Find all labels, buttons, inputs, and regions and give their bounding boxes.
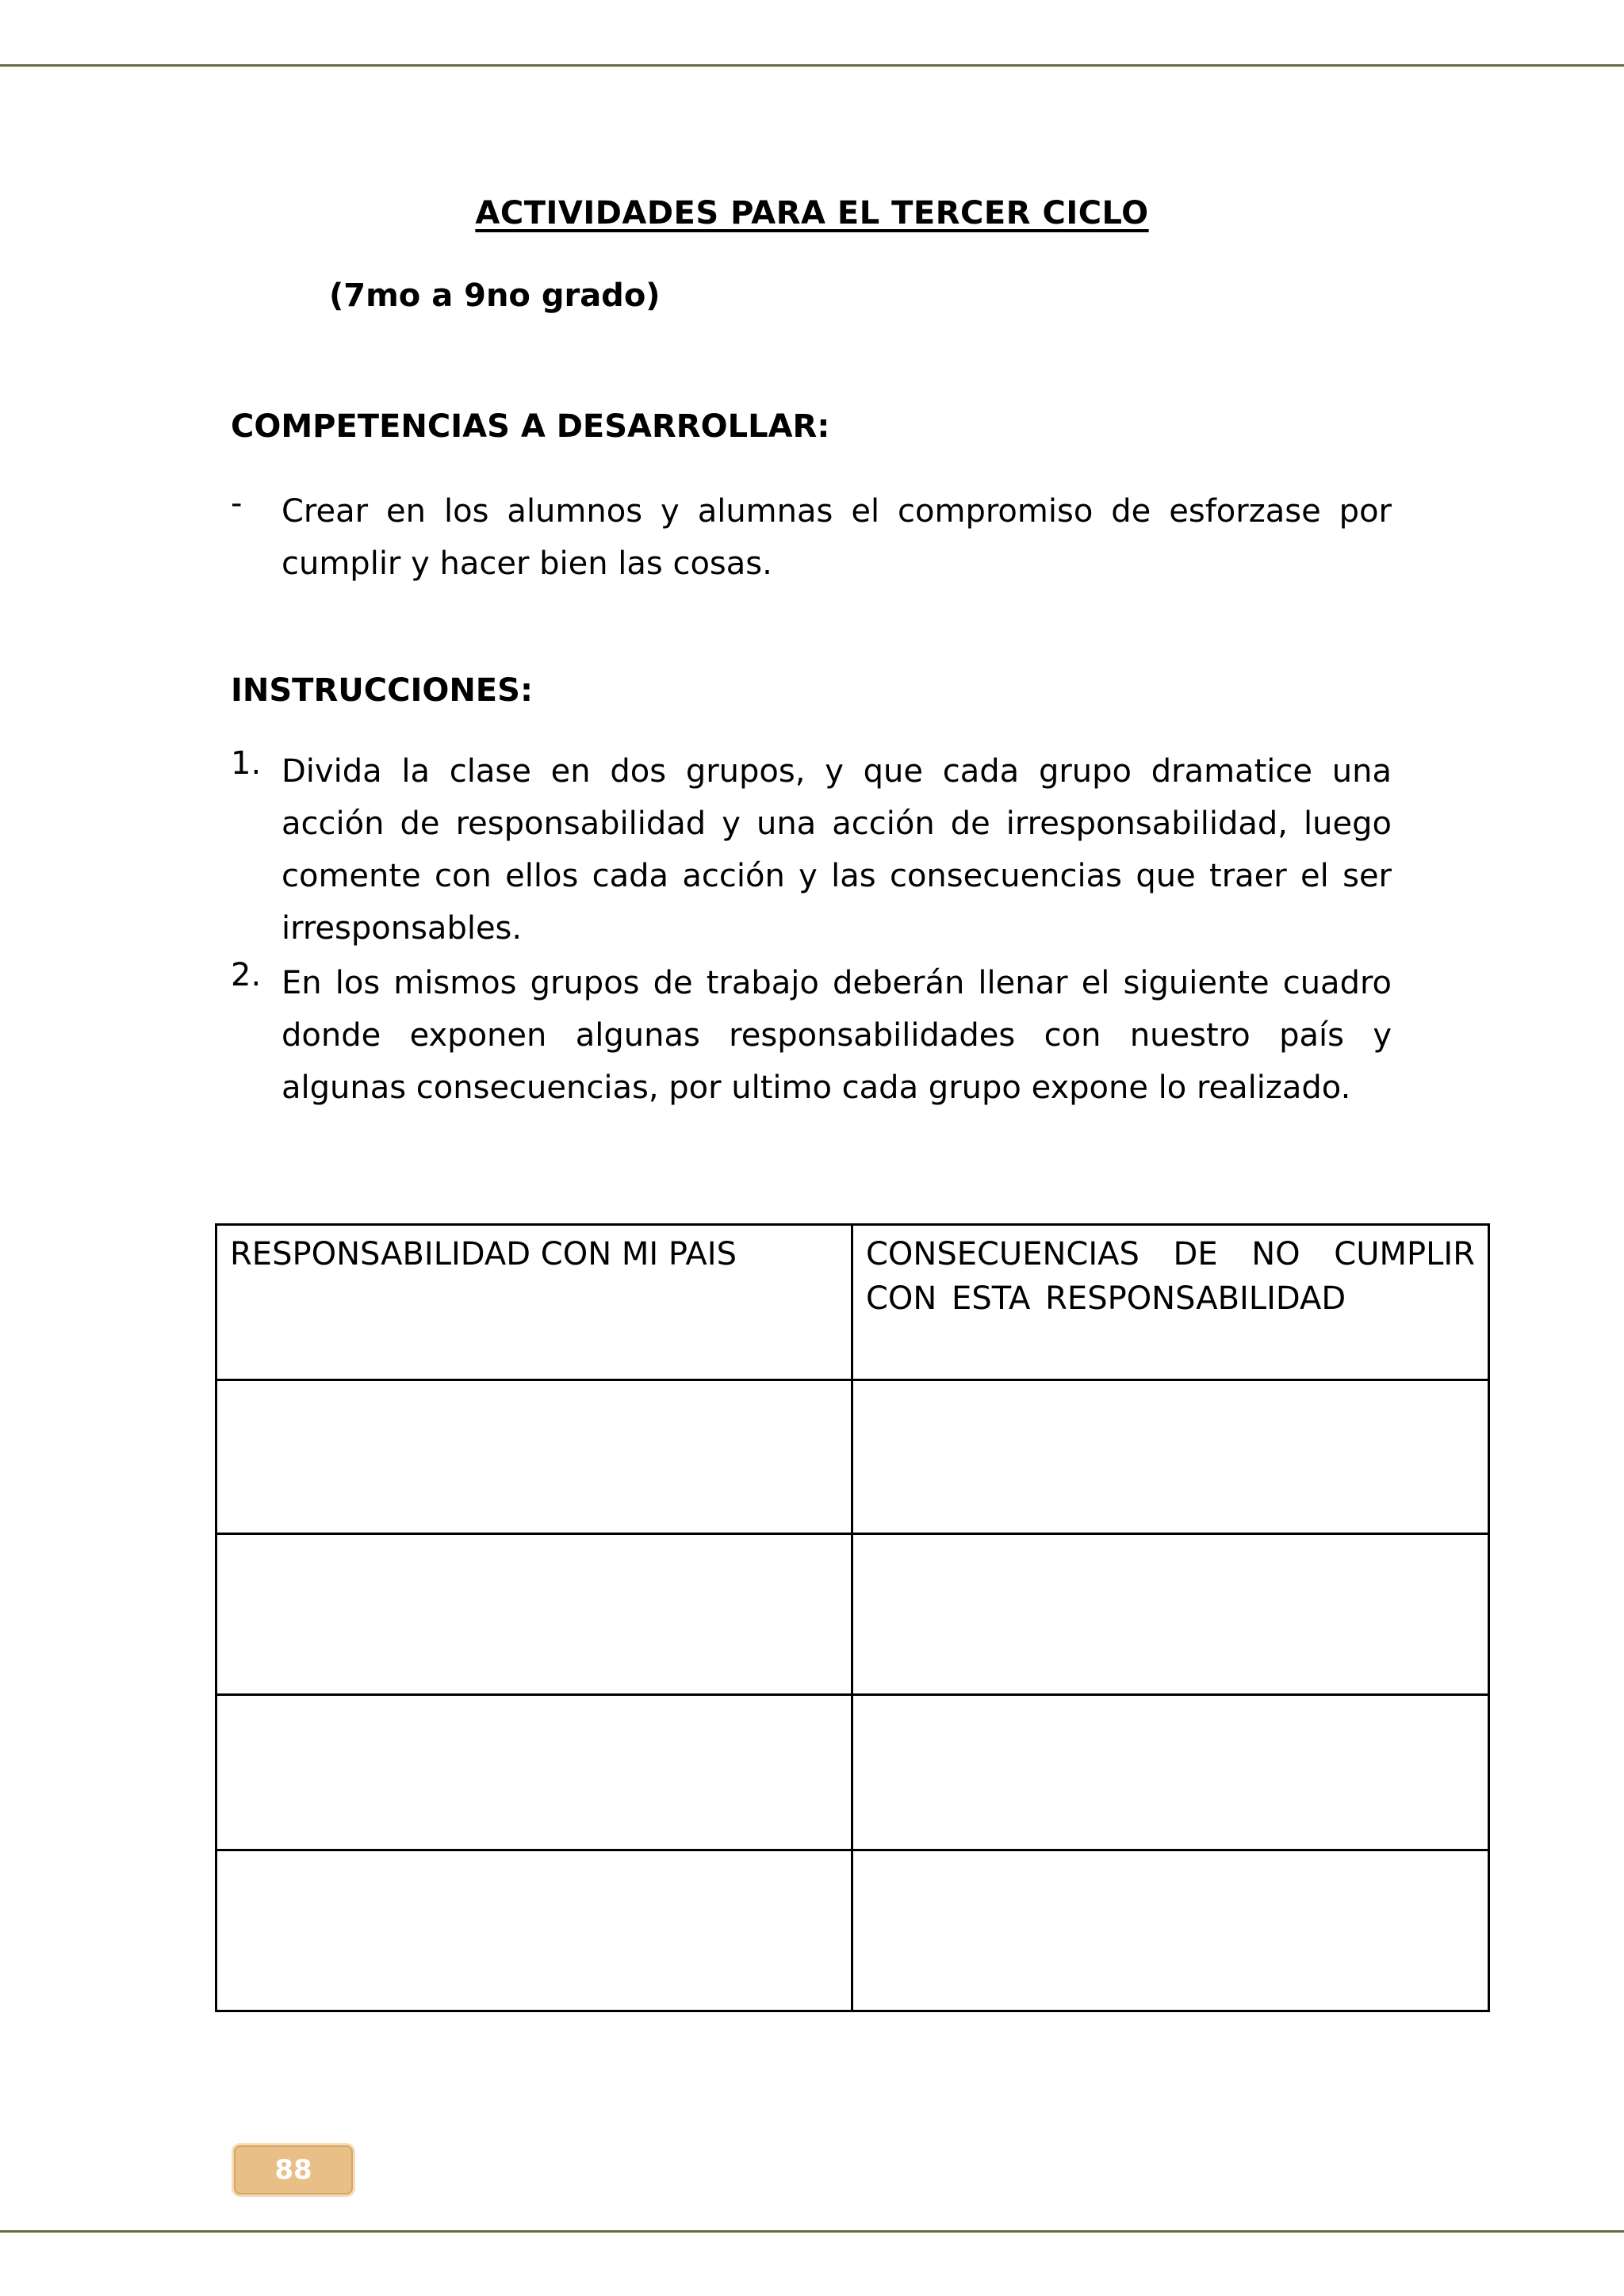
table-header-row [216, 1225, 1489, 1380]
page-number-badge [234, 2145, 353, 2195]
bottom-rule [0, 2230, 1624, 2233]
table-cell[interactable] [852, 1695, 1489, 1850]
instruccion-item-1 [231, 745, 1392, 955]
page-title: ACTIVIDADES PARA EL TERCER CICLO [475, 195, 1149, 232]
top-rule [0, 64, 1624, 67]
table-cell[interactable] [852, 1850, 1489, 2011]
page-subtitle: (7mo a 9no grado) [329, 277, 661, 314]
table-cell[interactable] [216, 1534, 852, 1695]
table-row [216, 1534, 1489, 1695]
instrucciones-heading: INSTRUCCIONES: [231, 672, 533, 709]
instruccion-text: Divida la clase en dos grupos, y que cada grupo dramatice una acción de responsabilidad y una acción de irresponsabilidad, luego comente con ellos cada acción y las consecuencias que traer el ser irresponsables. [282, 753, 1392, 947]
competencia-item [231, 485, 1392, 590]
table-cell[interactable] [216, 1850, 852, 2011]
table-cell[interactable] [852, 1534, 1489, 1695]
competencia-text: Crear en los alumnos y alumnas el compromiso de esforzase por cumplir y hacer bien las cosas. [282, 493, 1392, 582]
table-header-cell: CONSECUENCIAS DE NO CUMPLIR CON ESTA RESPONSABILIDAD [852, 1225, 1489, 1380]
table-cell[interactable] [852, 1380, 1489, 1534]
table-row [216, 1850, 1489, 2011]
table-cell[interactable] [216, 1695, 852, 1850]
list-marker: 1. [231, 745, 262, 782]
competencias-heading: COMPETENCIAS A DESARROLLAR: [231, 408, 830, 445]
instruccion-text: En los mismos grupos de trabajo deberán llenar el siguiente cuadro donde exponen algunas responsabilidades con nuestro país y algunas consecuencias, por ultimo cada grupo expone lo realizado. [282, 965, 1392, 1106]
list-marker: 2. [231, 957, 262, 993]
page-number: 88 [274, 2154, 312, 2186]
table-row [216, 1695, 1489, 1850]
table-cell[interactable] [216, 1380, 852, 1534]
table-row [216, 1380, 1489, 1534]
table-header-cell: RESPONSABILIDAD CON MI PAIS [216, 1225, 852, 1380]
list-marker: - [231, 485, 243, 522]
responsabilidad-table [215, 1223, 1490, 2012]
instruccion-item-2 [231, 957, 1392, 1114]
